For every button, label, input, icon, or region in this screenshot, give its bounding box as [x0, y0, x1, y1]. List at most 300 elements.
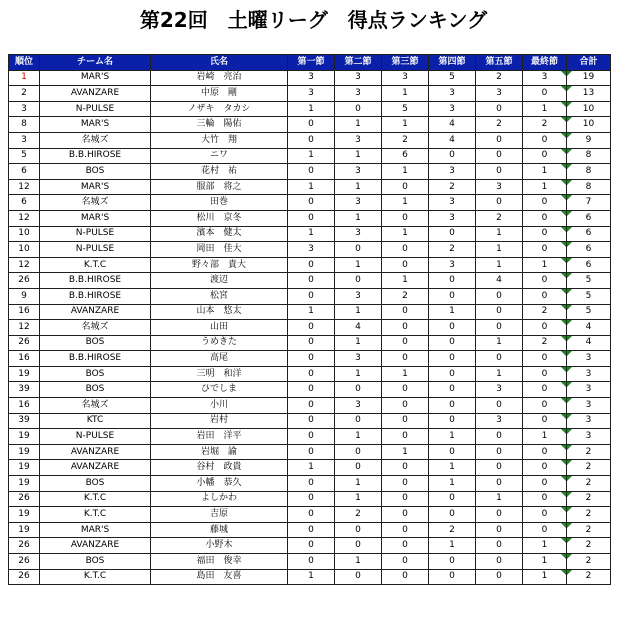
table-row — [9, 538, 611, 554]
round2-cell: 3 — [335, 86, 382, 102]
table-row — [9, 413, 611, 429]
table-row — [9, 304, 611, 320]
player-name-cell: 山本 悠太 — [151, 304, 288, 320]
total-cell: 2 — [567, 538, 611, 554]
final-round-cell: 0 — [523, 476, 567, 492]
round2-cell: 3 — [335, 132, 382, 148]
table-row — [9, 320, 611, 336]
team-cell: B.B.HIROSE — [40, 288, 151, 304]
team-header: チーム名 — [40, 55, 151, 71]
rank-cell: 6 — [9, 164, 40, 180]
total-cell: 2 — [567, 491, 611, 507]
table-row — [9, 195, 611, 211]
round5-cell: 0 — [476, 351, 523, 367]
round4-cell: 2 — [429, 179, 476, 195]
round2-cell: 1 — [335, 117, 382, 133]
table-row — [9, 148, 611, 164]
rank-cell: 26 — [9, 554, 40, 570]
final-round-cell: 1 — [523, 554, 567, 570]
team-cell: AVANZARE — [40, 304, 151, 320]
round4-cell: 0 — [429, 413, 476, 429]
table-row — [9, 179, 611, 195]
round3-header: 第三節 — [382, 55, 429, 71]
round5-cell: 3 — [476, 382, 523, 398]
round3-cell: 2 — [382, 132, 429, 148]
round3-cell: 0 — [382, 429, 429, 445]
rank-cell: 39 — [9, 413, 40, 429]
round5-cell: 1 — [476, 257, 523, 273]
team-cell: BOS — [40, 554, 151, 570]
table-row — [9, 132, 611, 148]
round1-cell: 0 — [288, 491, 335, 507]
round1-cell: 1 — [288, 569, 335, 585]
round4-cell: 0 — [429, 273, 476, 289]
round5-cell: 0 — [476, 164, 523, 180]
total-cell: 5 — [567, 304, 611, 320]
team-cell: BOS — [40, 335, 151, 351]
round3-cell: 0 — [382, 210, 429, 226]
round1-cell: 0 — [288, 117, 335, 133]
round3-cell: 0 — [382, 351, 429, 367]
table-row — [9, 444, 611, 460]
player-name-cell: 吉原 — [151, 507, 288, 523]
total-cell: 5 — [567, 273, 611, 289]
round3-cell: 0 — [382, 554, 429, 570]
table-row — [9, 288, 611, 304]
player-name-cell: 岩村 — [151, 413, 288, 429]
player-name-cell: 島田 友喜 — [151, 569, 288, 585]
total-cell: 3 — [567, 382, 611, 398]
round4-cell: 4 — [429, 132, 476, 148]
total-cell: 10 — [567, 101, 611, 117]
rank-cell: 26 — [9, 335, 40, 351]
round3-cell: 0 — [382, 382, 429, 398]
team-cell: 名城ズ — [40, 398, 151, 414]
round5-cell: 0 — [476, 569, 523, 585]
round2-cell: 1 — [335, 366, 382, 382]
team-cell: AVANZARE — [40, 86, 151, 102]
round2-cell: 4 — [335, 320, 382, 336]
player-name-cell: 松宮 — [151, 288, 288, 304]
round1-cell: 0 — [288, 476, 335, 492]
final-round-cell: 0 — [523, 491, 567, 507]
round1-cell: 0 — [288, 538, 335, 554]
rank-cell: 5 — [9, 148, 40, 164]
round3-cell: 1 — [382, 226, 429, 242]
round1-cell: 0 — [288, 132, 335, 148]
final-round-cell: 0 — [523, 148, 567, 164]
round5-header: 第五節 — [476, 55, 523, 71]
table-row — [9, 70, 611, 86]
total-cell: 2 — [567, 507, 611, 523]
team-cell: BOS — [40, 164, 151, 180]
rank-cell: 19 — [9, 444, 40, 460]
round3-cell: 1 — [382, 366, 429, 382]
round5-cell: 0 — [476, 148, 523, 164]
round2-cell: 0 — [335, 538, 382, 554]
player-name-cell: ノザキ タカシ — [151, 101, 288, 117]
round2-cell: 2 — [335, 507, 382, 523]
round4-cell: 0 — [429, 507, 476, 523]
round4-cell: 0 — [429, 554, 476, 570]
player-name-cell: 福田 俊幸 — [151, 554, 288, 570]
total-cell: 2 — [567, 554, 611, 570]
final-round-cell: 0 — [523, 366, 567, 382]
team-cell: B.B.HIROSE — [40, 148, 151, 164]
round3-cell: 1 — [382, 195, 429, 211]
final-round-cell: 0 — [523, 382, 567, 398]
round3-cell: 1 — [382, 444, 429, 460]
round1-cell: 1 — [288, 148, 335, 164]
player-name-cell: 大竹 翔 — [151, 132, 288, 148]
rank-cell: 19 — [9, 476, 40, 492]
table-row — [9, 210, 611, 226]
round5-cell: 0 — [476, 398, 523, 414]
total-cell: 2 — [567, 460, 611, 476]
round1-header: 第一節 — [288, 55, 335, 71]
round4-cell: 0 — [429, 335, 476, 351]
team-cell: N-PULSE — [40, 226, 151, 242]
rank-cell: 12 — [9, 210, 40, 226]
total-cell: 2 — [567, 522, 611, 538]
round2-cell: 1 — [335, 210, 382, 226]
round4-cell: 1 — [429, 476, 476, 492]
round1-cell: 1 — [288, 101, 335, 117]
round5-cell: 0 — [476, 288, 523, 304]
round1-cell: 0 — [288, 164, 335, 180]
final-round-cell: 1 — [523, 538, 567, 554]
round1-cell: 0 — [288, 382, 335, 398]
table-row — [9, 569, 611, 585]
player-name-cell: 田巻 — [151, 195, 288, 211]
player-name-cell: 小幡 恭久 — [151, 476, 288, 492]
round2-header: 第二節 — [335, 55, 382, 71]
rank-cell: 26 — [9, 273, 40, 289]
round4-cell: 0 — [429, 351, 476, 367]
round2-cell: 0 — [335, 460, 382, 476]
round2-cell: 3 — [335, 70, 382, 86]
round2-cell: 0 — [335, 569, 382, 585]
table-row — [9, 226, 611, 242]
final-round-cell: 0 — [523, 460, 567, 476]
team-cell: N-PULSE — [40, 429, 151, 445]
round4-cell: 0 — [429, 366, 476, 382]
round4-cell: 0 — [429, 444, 476, 460]
table-row — [9, 101, 611, 117]
round2-cell: 0 — [335, 522, 382, 538]
team-cell: MAR'S — [40, 179, 151, 195]
ranking-table-container — [8, 54, 611, 585]
table-row — [9, 460, 611, 476]
round2-cell: 3 — [335, 351, 382, 367]
total-cell: 3 — [567, 429, 611, 445]
round5-cell: 1 — [476, 335, 523, 351]
total-cell: 8 — [567, 148, 611, 164]
rank-cell: 1 — [9, 70, 40, 86]
table-row — [9, 351, 611, 367]
round4-cell: 1 — [429, 429, 476, 445]
table-row — [9, 429, 611, 445]
round2-cell: 0 — [335, 444, 382, 460]
round5-cell: 0 — [476, 476, 523, 492]
round4-cell: 0 — [429, 382, 476, 398]
rank-cell: 12 — [9, 320, 40, 336]
player-name-cell: 藤城 — [151, 522, 288, 538]
total-cell: 4 — [567, 335, 611, 351]
rank-cell: 8 — [9, 117, 40, 133]
team-cell: K.T.C — [40, 569, 151, 585]
player-name-cell: 谷村 政貴 — [151, 460, 288, 476]
rank-cell: 19 — [9, 507, 40, 523]
round4-cell: 1 — [429, 304, 476, 320]
round5-cell: 0 — [476, 195, 523, 211]
round3-cell: 0 — [382, 538, 429, 554]
round3-cell: 1 — [382, 164, 429, 180]
round2-cell: 1 — [335, 179, 382, 195]
round3-cell: 5 — [382, 101, 429, 117]
player-name-cell: 岩堀 諭 — [151, 444, 288, 460]
team-cell: AVANZARE — [40, 538, 151, 554]
table-body — [9, 70, 611, 585]
total-cell: 10 — [567, 117, 611, 133]
table-row — [9, 507, 611, 523]
round3-cell: 0 — [382, 491, 429, 507]
round3-cell: 0 — [382, 257, 429, 273]
round3-cell: 0 — [382, 460, 429, 476]
round4-cell: 3 — [429, 257, 476, 273]
player-name-cell: よしかわ — [151, 491, 288, 507]
round5-cell: 1 — [476, 242, 523, 258]
rank-cell: 16 — [9, 304, 40, 320]
round3-cell: 0 — [382, 413, 429, 429]
table-row — [9, 242, 611, 258]
rank-cell: 26 — [9, 491, 40, 507]
round4-cell: 0 — [429, 491, 476, 507]
round1-cell: 0 — [288, 320, 335, 336]
round5-cell: 1 — [476, 491, 523, 507]
rank-cell: 19 — [9, 522, 40, 538]
total-cell: 3 — [567, 351, 611, 367]
round2-cell: 1 — [335, 148, 382, 164]
round1-cell: 0 — [288, 257, 335, 273]
player-name-cell: 山田 — [151, 320, 288, 336]
rank-cell: 12 — [9, 179, 40, 195]
table-row — [9, 366, 611, 382]
round2-cell: 0 — [335, 382, 382, 398]
final-round-cell: 0 — [523, 226, 567, 242]
round5-cell: 0 — [476, 460, 523, 476]
player-name-cell: 中原 剛 — [151, 86, 288, 102]
final-round-cell: 1 — [523, 101, 567, 117]
round4-header: 第四節 — [429, 55, 476, 71]
team-cell: KTC — [40, 413, 151, 429]
round1-cell: 0 — [288, 195, 335, 211]
table-row — [9, 164, 611, 180]
round5-cell: 2 — [476, 210, 523, 226]
player-name-cell: 高尾 — [151, 351, 288, 367]
round5-cell: 0 — [476, 538, 523, 554]
ranking-table — [8, 54, 611, 585]
round2-cell: 1 — [335, 335, 382, 351]
table-row — [9, 86, 611, 102]
rank-cell: 12 — [9, 257, 40, 273]
team-cell: B.B.HIROSE — [40, 351, 151, 367]
round3-cell: 0 — [382, 398, 429, 414]
rank-cell: 19 — [9, 429, 40, 445]
round3-cell: 0 — [382, 304, 429, 320]
team-cell: 名城ズ — [40, 195, 151, 211]
round4-cell: 0 — [429, 398, 476, 414]
team-cell: MAR'S — [40, 70, 151, 86]
round2-cell: 0 — [335, 413, 382, 429]
total-cell: 6 — [567, 257, 611, 273]
player-name-cell: 松川 京冬 — [151, 210, 288, 226]
player-name-cell: 岩田 洋平 — [151, 429, 288, 445]
final-round-cell: 2 — [523, 117, 567, 133]
round3-cell: 0 — [382, 569, 429, 585]
team-cell: N-PULSE — [40, 101, 151, 117]
round5-cell: 1 — [476, 366, 523, 382]
round2-cell: 3 — [335, 288, 382, 304]
final-round-cell: 0 — [523, 132, 567, 148]
rank-header: 順位 — [9, 55, 40, 71]
team-cell: 名城ズ — [40, 132, 151, 148]
final-round-cell: 0 — [523, 444, 567, 460]
final-round-header: 最終節 — [523, 55, 567, 71]
total-cell: 19 — [567, 70, 611, 86]
round1-cell: 0 — [288, 554, 335, 570]
round5-cell: 0 — [476, 444, 523, 460]
round2-cell: 0 — [335, 242, 382, 258]
player-name-cell: 服部 将之 — [151, 179, 288, 195]
round1-cell: 3 — [288, 70, 335, 86]
round1-cell: 0 — [288, 273, 335, 289]
final-round-cell: 0 — [523, 86, 567, 102]
final-round-cell: 2 — [523, 335, 567, 351]
player-name-cell: 花村 祐 — [151, 164, 288, 180]
total-cell: 2 — [567, 569, 611, 585]
round2-cell: 1 — [335, 476, 382, 492]
round3-cell: 0 — [382, 476, 429, 492]
round4-cell: 3 — [429, 195, 476, 211]
table-row — [9, 117, 611, 133]
player-name-cell: ニワ — [151, 148, 288, 164]
team-cell: MAR'S — [40, 117, 151, 133]
header-row — [9, 55, 611, 71]
rank-cell: 10 — [9, 226, 40, 242]
player-name-cell: 小川 — [151, 398, 288, 414]
round5-cell: 0 — [476, 101, 523, 117]
round5-cell: 0 — [476, 320, 523, 336]
round1-cell: 0 — [288, 507, 335, 523]
round4-cell: 1 — [429, 538, 476, 554]
rank-cell: 19 — [9, 366, 40, 382]
table-row — [9, 491, 611, 507]
team-cell: BOS — [40, 382, 151, 398]
round5-cell: 0 — [476, 429, 523, 445]
total-cell: 2 — [567, 476, 611, 492]
rank-cell: 16 — [9, 351, 40, 367]
player-name-cell: 岩崎 亮治 — [151, 70, 288, 86]
table-row — [9, 273, 611, 289]
round3-cell: 0 — [382, 320, 429, 336]
round4-cell: 4 — [429, 117, 476, 133]
round5-cell: 4 — [476, 273, 523, 289]
round5-cell: 0 — [476, 304, 523, 320]
rank-cell: 9 — [9, 288, 40, 304]
round5-cell: 2 — [476, 117, 523, 133]
team-cell: MAR'S — [40, 522, 151, 538]
player-name-cell: 濱本 健太 — [151, 226, 288, 242]
team-cell: BOS — [40, 366, 151, 382]
total-cell: 3 — [567, 413, 611, 429]
round1-cell: 1 — [288, 226, 335, 242]
table-row — [9, 476, 611, 492]
final-round-cell: 2 — [523, 304, 567, 320]
final-round-cell: 0 — [523, 210, 567, 226]
rank-cell: 3 — [9, 132, 40, 148]
final-round-cell: 0 — [523, 320, 567, 336]
round1-cell: 0 — [288, 429, 335, 445]
round2-cell: 3 — [335, 398, 382, 414]
team-cell: 名城ズ — [40, 320, 151, 336]
round5-cell: 1 — [476, 226, 523, 242]
player-name-cell: 野々部 貴大 — [151, 257, 288, 273]
round4-cell: 0 — [429, 569, 476, 585]
final-round-cell: 0 — [523, 507, 567, 523]
player-name-cell: 三明 和洋 — [151, 366, 288, 382]
total-cell: 6 — [567, 210, 611, 226]
final-round-cell: 1 — [523, 164, 567, 180]
total-cell: 6 — [567, 226, 611, 242]
round2-cell: 0 — [335, 273, 382, 289]
table-row — [9, 398, 611, 414]
round1-cell: 0 — [288, 351, 335, 367]
round5-cell: 2 — [476, 70, 523, 86]
round1-cell: 0 — [288, 210, 335, 226]
team-cell: K.T.C — [40, 507, 151, 523]
round1-cell: 3 — [288, 242, 335, 258]
table-row — [9, 522, 611, 538]
rank-cell: 19 — [9, 460, 40, 476]
round5-cell: 0 — [476, 507, 523, 523]
round4-cell: 0 — [429, 226, 476, 242]
total-cell: 2 — [567, 444, 611, 460]
table-row — [9, 382, 611, 398]
player-name-cell: 三輪 陽佑 — [151, 117, 288, 133]
round4-cell: 0 — [429, 148, 476, 164]
round1-cell: 3 — [288, 86, 335, 102]
total-cell: 7 — [567, 195, 611, 211]
final-round-cell: 1 — [523, 179, 567, 195]
total-cell: 9 — [567, 132, 611, 148]
table-row — [9, 257, 611, 273]
round1-cell: 1 — [288, 304, 335, 320]
round4-cell: 2 — [429, 242, 476, 258]
total-cell: 3 — [567, 398, 611, 414]
round1-cell: 0 — [288, 444, 335, 460]
player-name-cell: うめきた — [151, 335, 288, 351]
round2-cell: 1 — [335, 429, 382, 445]
round1-cell: 0 — [288, 335, 335, 351]
round1-cell: 0 — [288, 413, 335, 429]
total-cell: 8 — [567, 179, 611, 195]
total-cell: 3 — [567, 366, 611, 382]
rank-cell: 39 — [9, 382, 40, 398]
round5-cell: 3 — [476, 86, 523, 102]
table-header — [9, 55, 611, 71]
team-cell: BOS — [40, 476, 151, 492]
